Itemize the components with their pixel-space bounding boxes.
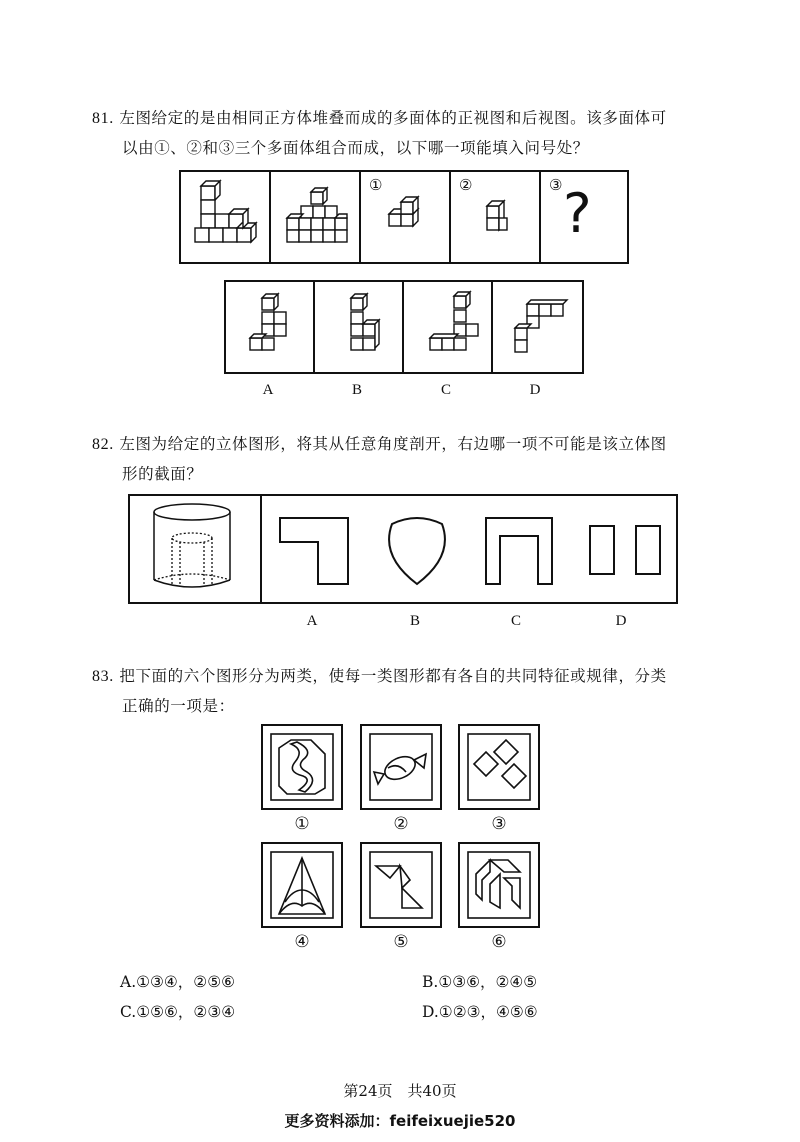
q81-option-d-drawing (493, 282, 581, 370)
q81-option-c-drawing (404, 282, 492, 370)
q81-number: 81. (92, 110, 114, 127)
q83-line2: 正确的一项是： (122, 697, 235, 715)
q83-figure-5-drawing (362, 844, 440, 926)
q83-line1: 把下面的六个图形分为两类，使每一类图形都有各自的共同特征或规律，分类 (119, 667, 667, 685)
q81-option-d-label: D (529, 382, 541, 398)
q82-line1: 左图为给定的立体图形，将其从任意角度剖开，右边哪一项不可能是该立体图 (119, 435, 667, 453)
q83-text-line1 (92, 664, 667, 686)
q83-answer-a[interactable]: A.①③④，②⑤⑥ (120, 973, 235, 991)
q81-front-view-drawing (181, 172, 269, 260)
q82-panel (128, 494, 678, 604)
q81-option-a[interactable] (226, 282, 315, 372)
q83-figure-4 (261, 842, 343, 928)
q81-piece-3-label: ③ (549, 176, 563, 194)
q82-number: 82. (92, 436, 114, 453)
q82-option-b-label[interactable]: B (409, 613, 420, 629)
q83-figure-3-drawing (460, 726, 538, 808)
q82-options-drawing (262, 496, 674, 598)
q82-option-a-shape (280, 518, 348, 584)
q83-figure-5 (360, 842, 442, 928)
q82-options (262, 496, 676, 602)
q81-option-b[interactable] (315, 282, 404, 372)
q83-figure-2 (360, 724, 442, 810)
q81-option-d[interactable] (493, 282, 582, 372)
q83-figure-2-label: ② (393, 814, 409, 834)
q83-answer-d[interactable]: D.①②③，④⑤⑥ (422, 1003, 538, 1021)
q81-options-panel (224, 280, 584, 374)
q82-option-d-shape-right (636, 526, 660, 574)
q82-option-a-label[interactable]: A (306, 613, 318, 629)
q82-option-d-shape-left (590, 526, 614, 574)
q81-given-panel (179, 170, 629, 264)
q81-piece-1-label: ① (369, 176, 383, 194)
q83-figure-1-drawing (263, 726, 341, 808)
q83-figure-2-drawing (362, 726, 440, 808)
q82-text-line2 (122, 462, 203, 484)
q81-option-a-label: A (262, 382, 274, 398)
q83-figure-5-label: ⑤ (393, 932, 409, 952)
q81-option-a-drawing (226, 282, 314, 370)
q82-line2: 形的截面？ (122, 465, 203, 483)
q83-figure-4-label: ④ (294, 932, 310, 952)
q83-answer-b[interactable]: B.①③⑥，②④⑤ (422, 973, 538, 991)
q83-figure-3 (458, 724, 540, 810)
q83-figure-3-label: ③ (491, 814, 507, 834)
q82-option-c-label[interactable]: C (510, 613, 521, 629)
q83-figure-6 (458, 842, 540, 928)
q83-answer-c[interactable]: C.①⑤⑥，②③④ (120, 1003, 236, 1021)
q83-figure-4-drawing (263, 844, 341, 926)
q81-text-line1 (92, 106, 667, 128)
q82-option-b-shape (389, 518, 445, 584)
q81-line2: 以由①、②和③三个多面体组合而成，以下哪一项能填入问号处？ (122, 139, 589, 157)
q83-figure-1 (261, 724, 343, 810)
q83-figure-6-label: ⑥ (491, 932, 507, 952)
q81-question-mark: ? (563, 182, 592, 245)
q83-text-line2 (122, 694, 235, 716)
q81-piece-2-label: ② (459, 176, 473, 194)
q83-figure-6-drawing (460, 844, 538, 926)
q82-option-c-shape (486, 518, 552, 584)
q83-figure-1-label: ① (294, 814, 310, 834)
contact-note: 更多资料添加：feifeixuejie520 (284, 1112, 516, 1130)
q81-back-view (271, 172, 361, 262)
q81-option-c-label: C (440, 382, 451, 398)
q82-option-d-label[interactable]: D (615, 613, 627, 629)
q81-line1: 左图给定的是由相同正方体堆叠而成的多面体的正视图和后视图。该多面体可 (119, 109, 667, 127)
q81-piece-3 (541, 172, 627, 262)
q82-text-line1 (92, 432, 667, 454)
q81-option-b-drawing (315, 282, 403, 370)
q81-back-view-drawing (271, 172, 359, 260)
q81-piece-2 (451, 172, 541, 262)
q82-solid-figure (130, 496, 262, 602)
q81-option-b-label: B (351, 382, 362, 398)
q81-piece-1 (361, 172, 451, 262)
q82-cylinder-drawing (130, 496, 260, 598)
q81-front-view (181, 172, 271, 262)
q81-text-line2 (122, 136, 589, 158)
page-number: 第24页 共40页 (343, 1082, 457, 1100)
q83-number: 83. (92, 668, 114, 685)
q81-option-c[interactable] (404, 282, 493, 372)
